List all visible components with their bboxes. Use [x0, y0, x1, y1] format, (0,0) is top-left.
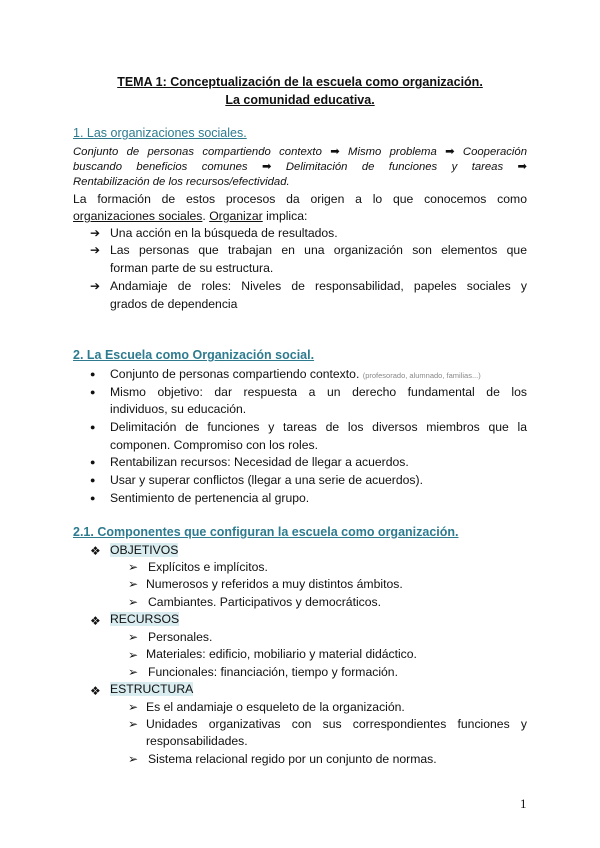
- arrow-icon: ➔: [90, 226, 101, 240]
- sub-item-continued: responsabilidades.: [146, 734, 248, 748]
- list-item: Usar y superar conflictos (llegar a una serie de acuerdos).: [110, 473, 423, 487]
- sub-item: Personales.: [148, 630, 213, 644]
- sub-item: Numerosos y referidos a muy distintos ámbitos.: [146, 577, 403, 591]
- list-item-continued: forman parte de su estructura.: [110, 261, 274, 275]
- list-item: Andamiaje de roles: Niveles de responsabilidad, papeles sociales y: [110, 279, 527, 293]
- item-text: Conjunto de personas compartiendo contexto.: [110, 367, 360, 381]
- sub-item: Cambiantes. Participativos y democráticos.: [148, 595, 382, 609]
- arrowhead-icon: ➢: [128, 560, 139, 574]
- doc-title-line-2: La comunidad educativa.: [225, 93, 375, 107]
- arrowhead-icon: ➢: [128, 700, 139, 714]
- list-item: Una acción en la búsqueda de resultados.: [110, 226, 338, 240]
- group-label-recursos: [110, 611, 179, 629]
- bullet-dot-icon: ●: [90, 422, 96, 432]
- arrowhead-icon: ➢: [128, 752, 139, 766]
- list-item: Delimitación de funciones y tareas de los diversos miembros que la: [110, 420, 527, 434]
- chain-line-1: Conjunto de personas compartiendo contexto ➡ Mismo problema ➡ Cooperación: [73, 146, 527, 158]
- sub-item: Es el andamiaje o esqueleto de la organización.: [146, 700, 405, 714]
- arrowhead-icon: ➢: [128, 595, 139, 609]
- section-2-heading: 2. La Escuela como Organización social.: [73, 348, 315, 362]
- arrow-icon: ➔: [90, 279, 101, 293]
- list-item-continued: grados de dependencia: [110, 297, 238, 311]
- sub-item: Unidades organizativas con sus correspondientes funciones y: [146, 717, 527, 731]
- item-note: (profesorado, alumnado, familias...): [362, 371, 481, 380]
- para-rest: implica:: [262, 209, 308, 223]
- section-2-1-heading: 2.1. Componentes que configuran la escuela como organización.: [73, 525, 459, 539]
- bullet-dot-icon: ●: [90, 493, 96, 503]
- list-item-continued: componen. Compromiso con los roles.: [110, 438, 318, 452]
- bullet-dot-icon: ●: [90, 369, 96, 379]
- list-item-continued: individuos, su educación.: [110, 402, 247, 416]
- list-item: [110, 366, 481, 385]
- group-label-text: ESTRUCTURA: [110, 682, 194, 696]
- diamond-icon: ❖: [90, 614, 101, 628]
- chain-line-2: buscando beneficios comunes ➡ Delimitación de funciones y tareas ➡: [73, 161, 527, 173]
- bullet-dot-icon: ●: [90, 475, 96, 485]
- group-label-text: RECURSOS: [110, 612, 180, 626]
- para-line-1: La formación de estos procesos da origen a lo que conocemos como: [73, 192, 527, 206]
- diamond-icon: ❖: [90, 544, 101, 558]
- link-organizar: Organizar: [209, 209, 263, 223]
- sub-item: Funcionales: financiación, tiempo y formación.: [148, 665, 398, 679]
- para-dot: .: [202, 209, 206, 223]
- arrowhead-icon: ➢: [128, 648, 139, 662]
- chain-line-3: Rentabilización de los recursos/efectividad.: [73, 176, 290, 188]
- group-label-estructura: [110, 681, 193, 699]
- para-line-2: [73, 208, 307, 226]
- list-item: Mismo objetivo: dar respuesta a un derecho fundamental de los: [110, 385, 527, 399]
- list-item: Sentimiento de pertenencia al grupo.: [110, 491, 310, 505]
- diamond-icon: ❖: [90, 684, 101, 698]
- arrowhead-icon: ➢: [128, 577, 139, 591]
- list-item: Rentabilizan recursos: Necesidad de llegar a acuerdos.: [110, 455, 409, 469]
- list-item: Las personas que trabajan en una organización son elementos que: [110, 243, 527, 257]
- doc-title-line-1: TEMA 1: Conceptualización de la escuela como organización.: [117, 75, 483, 89]
- bullet-dot-icon: ●: [90, 457, 96, 467]
- arrowhead-icon: ➢: [128, 665, 139, 679]
- group-label-text: OBJETIVOS: [110, 543, 179, 557]
- link-organizaciones-sociales: organizaciones sociales: [73, 209, 203, 223]
- bullet-dot-icon: ●: [90, 387, 96, 397]
- arrowhead-icon: ➢: [128, 630, 139, 644]
- arrow-icon: ➔: [90, 243, 101, 257]
- sub-item: Materiales: edificio, mobiliario y material didáctico.: [146, 647, 417, 661]
- page-number: 1: [520, 796, 527, 811]
- sub-item: Sistema relacional regido por un conjunto de normas.: [148, 752, 437, 766]
- group-label-objetivos: [110, 542, 178, 560]
- sub-item: Explícitos e implícitos.: [148, 560, 268, 574]
- arrowhead-icon: ➢: [128, 717, 139, 731]
- section-1-heading: 1. Las organizaciones sociales.: [73, 126, 247, 140]
